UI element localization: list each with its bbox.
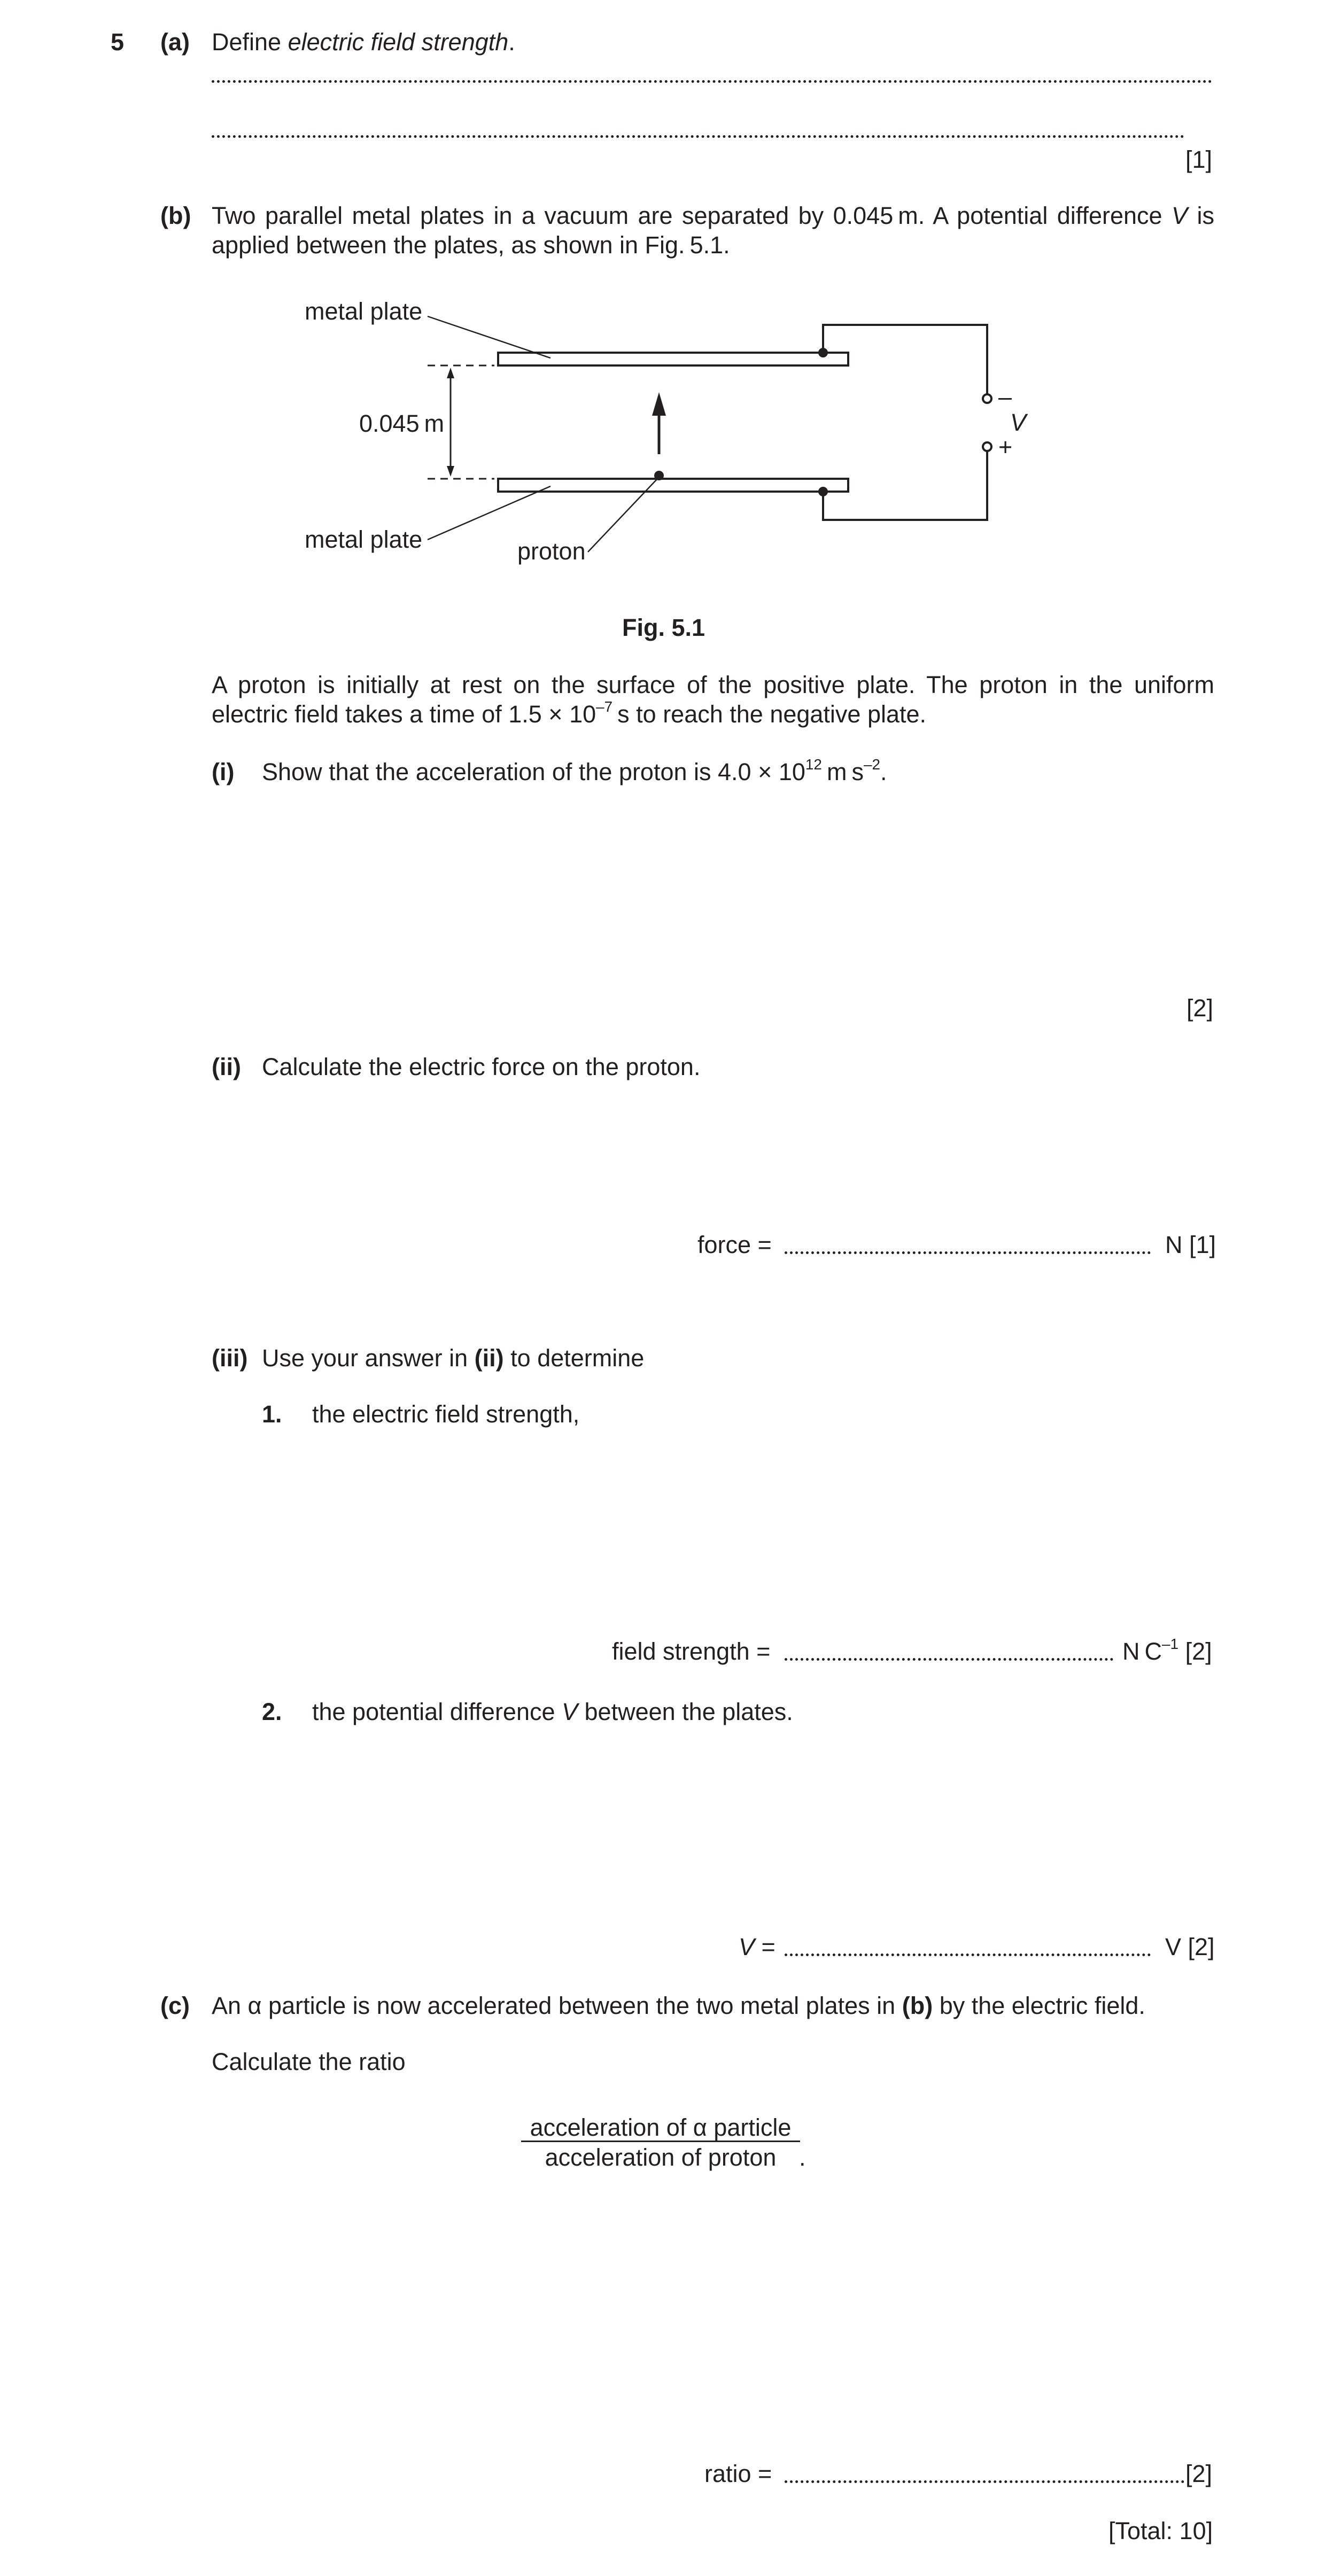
v-answer-field[interactable] [785, 1931, 1151, 1956]
part-b-label: (b) [160, 202, 191, 229]
b-i-text-1: Show that the acceleration of the proton is 4.0 × 10 [262, 758, 805, 785]
part-1-text: the electric field strength, [312, 1400, 580, 1428]
separation-arrowhead-top [447, 368, 454, 378]
field-strength-unit: N C [1122, 1638, 1162, 1665]
v-answer-var: V [739, 1933, 755, 1960]
separation-arrowhead-bottom [447, 466, 454, 477]
total-marks: [Total: 10] [1108, 2517, 1213, 2544]
force-answer-field[interactable] [785, 1229, 1151, 1254]
b-i-exp-2: –2 [863, 756, 880, 773]
context-text-2: s to reach the negative plate. [612, 700, 927, 728]
field-strength-mark: [2] [1185, 1638, 1212, 1665]
ratio-fraction-end: . [799, 2144, 806, 2171]
b-iii-text-1: Use your answer in [262, 1344, 475, 1372]
part-b-i-mark: [2] [1187, 994, 1214, 1022]
field-strength-unit-exp: –1 [1162, 1635, 1179, 1652]
force-answer-label: force = [697, 1231, 772, 1258]
label-voltage: V [1010, 409, 1027, 436]
junction-bottom [818, 487, 828, 496]
figure-5-1 [0, 0, 1326, 588]
b-i-text-2: m s [821, 758, 864, 785]
b-iii-ref: (ii) [474, 1344, 504, 1372]
field-strength-answer-field[interactable] [785, 1636, 1113, 1661]
figure-caption: Fig. 5.1 [622, 614, 705, 641]
leader-metal-plate-bottom [428, 486, 550, 540]
context-text-1: A proton is initially at rest on the surface of the positive plate. The proton in the uniform electric field takes a time of 1.5 × 10 [212, 671, 1214, 728]
part-c-instruction: Calculate the ratio [212, 2048, 406, 2075]
part-b-i-text [262, 758, 887, 787]
part-b-intro-text-1: Two parallel metal plates in a vacuum are separated by 0.045 m. A potential difference [212, 202, 1172, 229]
force-answer-unit: N [1] [1165, 1231, 1216, 1258]
label-terminal-minus: – [998, 383, 1012, 410]
label-metal-plate-top: metal plate [305, 298, 423, 325]
field-strength-answer-unit [1122, 1637, 1212, 1667]
v-answer-label [739, 1933, 776, 1962]
label-terminal-plus: + [998, 433, 1013, 461]
part-a-term: electric field strength [288, 28, 509, 56]
ratio-numerator: acceleration of α particle [530, 2114, 792, 2141]
part-c-ref: (b) [902, 1992, 933, 2019]
part-b-i-label: (i) [212, 758, 235, 785]
part-a-mark: [1] [1185, 146, 1213, 173]
label-separation: 0.045 m [359, 410, 445, 437]
terminal-negative [983, 394, 991, 403]
part-2-text-2: between the plates. [578, 1698, 793, 1725]
leader-metal-plate-top [428, 316, 550, 358]
ratio-answer-field[interactable] [785, 2458, 1184, 2483]
part-2-var: V [562, 1698, 578, 1725]
part-b-iii-text [262, 1344, 644, 1373]
ratio-fraction-bar [521, 2141, 800, 2142]
b-iii-text-2: to determine [503, 1344, 645, 1372]
ratio-answer-label: ratio = [704, 2460, 772, 2487]
junction-top [818, 348, 828, 357]
top-plate [498, 353, 848, 365]
part-a-prompt-end: . [508, 28, 515, 56]
part-2-label: 2. [262, 1698, 282, 1725]
part-1-label: 1. [262, 1400, 282, 1428]
part-2-text [312, 1698, 793, 1727]
b-i-text-3: . [880, 758, 887, 785]
part-a-prompt-start: Define [212, 28, 288, 56]
part-a-label: (a) [160, 28, 190, 56]
part-c-text-1: An α particle is now accelerated between the two metal plates in [212, 1992, 902, 2019]
part-c-text-2: by the electric field. [933, 1992, 1145, 2019]
label-metal-plate-bottom: metal plate [305, 526, 423, 553]
part-b-context [212, 671, 1214, 729]
label-proton: proton [517, 538, 586, 565]
b-i-exp-1: 12 [805, 756, 822, 773]
part-b-intro-text-2: is applied between the plates, as shown in Fig. 5.1. [212, 202, 1214, 259]
part-b-ii-label: (ii) [212, 1053, 241, 1080]
question-number: 5 [111, 28, 125, 56]
part-b-intro-var: V [1172, 202, 1188, 229]
proton-dot [654, 471, 664, 480]
part-b-ii-text: Calculate the electric force on the proton. [262, 1053, 701, 1080]
bottom-plate [498, 479, 848, 492]
terminal-positive [983, 442, 991, 451]
part-c-label: (c) [160, 1992, 190, 2019]
v-answer-unit: V [2] [1165, 1933, 1215, 1960]
field-strength-answer-label: field strength = [612, 1638, 771, 1665]
ratio-mark: [2] [1185, 2460, 1213, 2487]
part-b-iii-label: (iii) [212, 1344, 248, 1372]
v-answer-eq: = [755, 1933, 776, 1960]
context-exponent: –7 [596, 698, 613, 715]
ratio-denominator: acceleration of proton [545, 2144, 777, 2171]
part-c-text [212, 1991, 1145, 2021]
field-arrowhead [652, 392, 666, 416]
part-2-text-1: the potential difference [312, 1698, 562, 1725]
